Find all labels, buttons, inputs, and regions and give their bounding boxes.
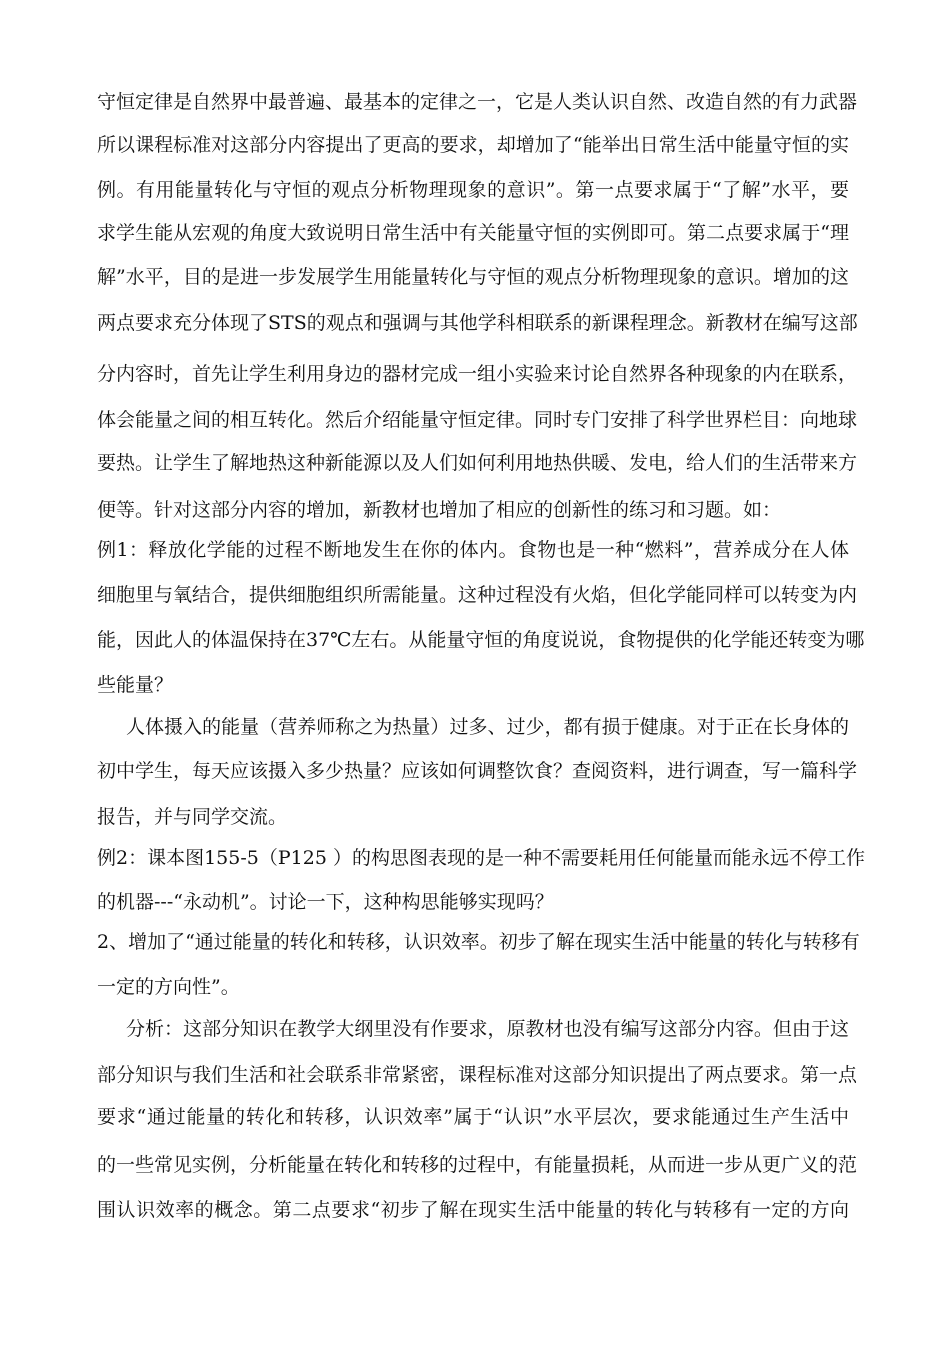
example-2-line: 例2：课本图155-5（P125 ）的构思图表现的是一种不需要耗用任何能量而能永远不停工作 [97,847,865,869]
text-line: 部分知识与我们生活和社会联系非常紧密，课程标准对这部分知识提出了两点要求。第一点 [97,1064,858,1086]
text-line: 解”水平，目的是进一步发展学生用能量转化与守恒的观点分析物理现象的意识。增加的这 [97,266,849,288]
text-line: 例。有用能量转化与守恒的观点分析物理现象的意识”。第一点要求属于“了解”水平，要 [97,179,849,201]
analysis-line: 分析：这部分知识在教学大纲里没有作要求，原教材也没有编写这部分内容。但由于这 [126,1018,849,1040]
text-line: 分内容时，首先让学生利用身边的器材完成一组小实验来讨论自然界各种现象的内在联系， [97,363,858,385]
text-line: 要热。让学生了解地热这种新能源以及人们如何利用地热供暖、发电，给人们的生活带来方 [97,452,858,474]
text-line: 围认识效率的概念。第二点要求“初步了解在现实生活中能量的转化与转移有一定的方向 [97,1199,849,1221]
text-line: 人体摄入的能量（营养师称之为热量）过多、过少，都有损于健康。对于正在长身体的 [126,716,849,738]
text-line: 报告，并与同学交流。 [97,806,288,828]
text-line: 两点要求充分体现了STS的观点和强调与其他学科相联系的新课程理念。新教材在编写这部 [97,312,858,334]
text-line: 的机器---“永动机”。讨论一下，这种构思能够实现吗？ [97,891,554,913]
text-line: 要求“通过能量的转化和转移，认识效率”属于“认识”水平层次，要求能通过生产生活中 [97,1106,849,1128]
text-line: 的一些常见实例，分析能量在转化和转移的过程中，有能量损耗，从而进一步从更广义的范 [97,1154,858,1176]
text-line: 初中学生，每天应该摄入多少热量？应该如何调整饮食？查阅资料，进行调查，写一篇科学 [97,760,858,782]
text-line: 所以课程标准对这部分内容提出了更高的要求，却增加了“能举出日常生活中能量守恒的实 [97,134,849,156]
text-line: 守恒定律是自然界中最普遍、最基本的定律之一，它是人类认识自然、改造自然的有力武器 [97,91,858,113]
text-line: 能，因此人的体温保持在37℃左右。从能量守恒的角度说说，食物提供的化学能还转变为哪 [97,629,865,651]
text-line: 细胞里与氧结合，提供细胞组织所需能量。这种过程没有火焰，但化学能同样可以转变为内 [97,584,858,606]
text-line: 些能量？ [97,674,174,696]
text-line: 便等。针对这部分内容的增加，新教材也增加了相应的创新性的练习和习题。如： [97,499,782,521]
example-1-line: 例1：释放化学能的过程不断地发生在你的体内。食物也是一种“燃料”，营养成分在人体 [97,539,849,561]
section-2-line: 2、增加了“通过能量的转化和转移，认识效率。初步了解在现实生活中能量的转化与转移有 [97,931,860,953]
text-line: 求学生能从宏观的角度大致说明日常生活中有关能量守恒的实例即可。第二点要求属于“理 [97,222,849,244]
text-line: 体会能量之间的相互转化。然后介绍能量守恒定律。同时专门安排了科学世界栏目：向地球 [97,409,858,431]
text-line: 一定的方向性”。 [97,976,240,998]
